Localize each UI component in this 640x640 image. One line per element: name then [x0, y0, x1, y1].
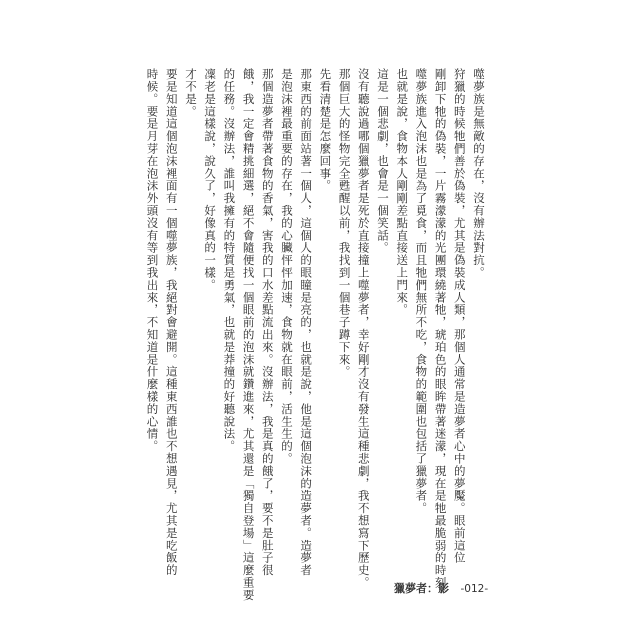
text-line: 那東西的前面站著一個人，這個人的眼瞳是亮的，也就是說，他是這個泡沫的造夢者。造夢者	[299, 68, 314, 577]
text-line: 餓，我一定會精挑細選，絕不會隨便找一個眼前的泡沫就鑽進來，尤其還是「獨自登場」這麼重要	[241, 68, 256, 602]
text-line: 也就是說，食物本人剛剛差點直接送上門來。	[395, 68, 410, 316]
text-line: 要是知道這個泡沫裡面有一個噬夢族，我絕對會避開。這種東西誰也不想遇見，尤其是吃飯的	[164, 68, 179, 577]
text-line: 剛卸下牠的偽裝，一片霧濛濛的光團環繞著牠，琥珀色的眼眸帶著迷濛，現在是牠最脆弱的時刻。	[433, 68, 448, 602]
text-line: 沒有聽說過哪個獵夢者是死於直接撞上噬夢者，幸好剛才沒有發生這種悲劇，我不想寫下歷史。	[356, 68, 371, 589]
footer-page-number: -012-	[460, 583, 489, 595]
text-line: 先看清楚是怎麼回事。	[318, 68, 333, 192]
text-line: 這是一個悲劇，也會是一個笑話。	[375, 68, 390, 254]
text-line: 噬夢族是無敵的存在，沒有辦法對抗。	[472, 68, 486, 279]
text-line: 的任務。沒辦法，誰叫我擁有的特質是勇氣，也就是莽撞的好聽說法。	[222, 68, 237, 453]
text-line: 那個造夢者帶著食物的香氣，害我的口水差點流出來。沒辦法，我是真的餓了，要不是肚子很	[260, 68, 275, 577]
text-line: 那個巨大的怪物完全甦醒以前，我找到一個巷子蹲下來。	[337, 68, 352, 378]
footer-book-title: 獵夢者：影	[394, 582, 449, 595]
text-line: 噬夢族進入泡沫也是為了覓食，而且牠們無所不吃，食物的範圍也包括了獵夢者。	[414, 68, 429, 515]
text-line: 凜老是這樣說，說久了，好像真的一樣。	[203, 68, 218, 292]
text-line: 時候。要是月芽在泡沫外頭沒有等到我出來，不知道是什麼樣的心情。	[145, 68, 160, 453]
page-footer	[394, 580, 488, 596]
text-line: 才不是。	[183, 68, 198, 118]
text-line: 是泡沫裡最重要的存在，我的心臟怦怦加速，食物就在眼前，活生生的。	[279, 68, 294, 465]
text-line: 狩獵的時候牠們善於偽裝，尤其是偽裝成人類，那個人通常是造夢者心中的夢魘。眼前這位	[452, 68, 467, 564]
